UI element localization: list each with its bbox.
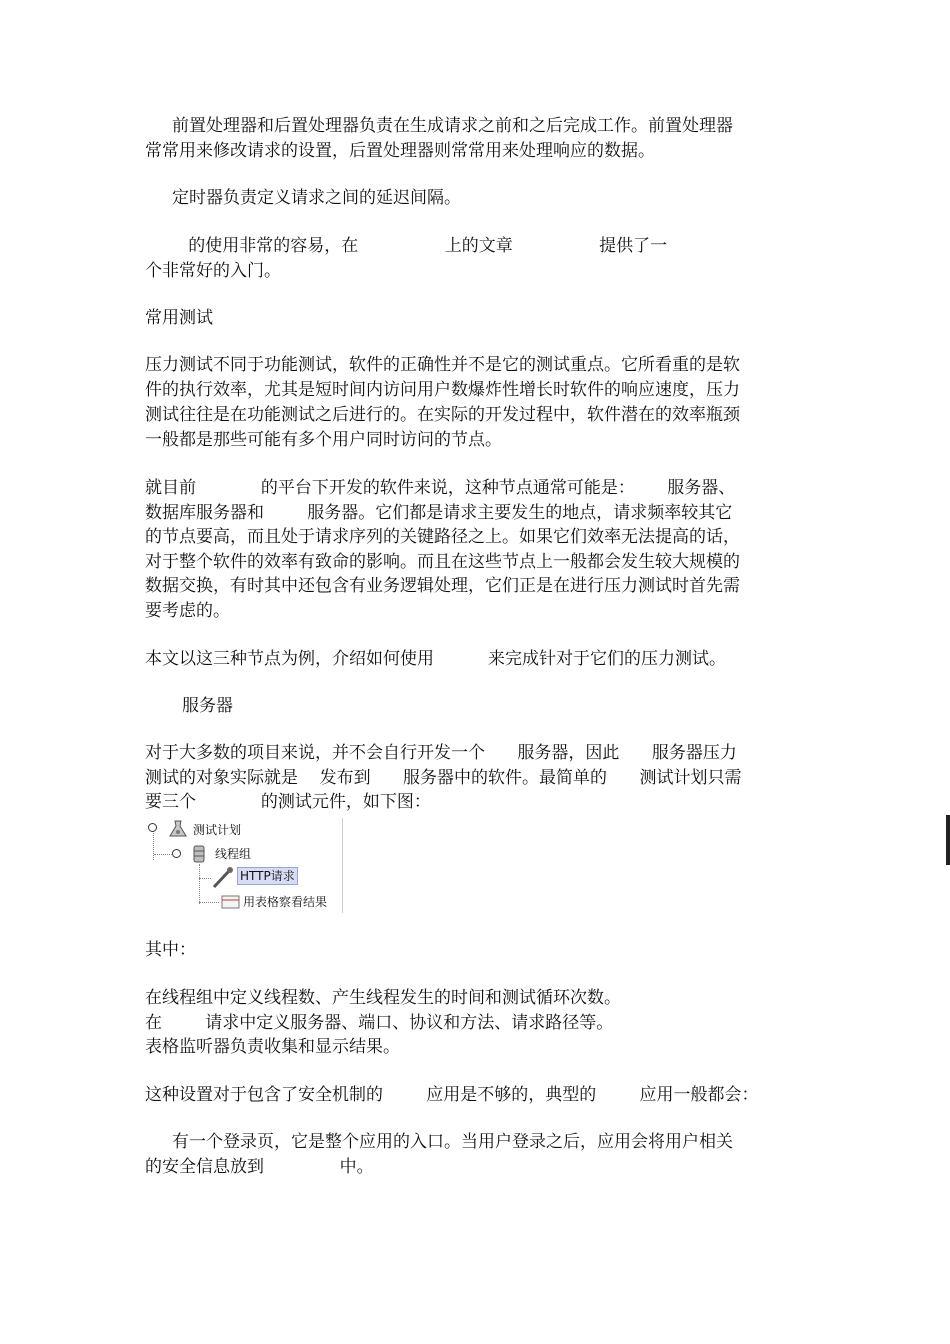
paragraph-text: 要考虑的。: [145, 601, 230, 621]
paragraph-text: 就目前 的平台下开发的软件来说，这种节点通常可能是： 服务器、: [145, 478, 736, 498]
paragraph-text: 要三个 的测试元件，如下图：: [145, 792, 431, 812]
paragraph-text: 其中：: [145, 940, 196, 960]
paragraph-text: 的节点要高，而且处于请求序列的关键路径之上。如果它们效率无法提高的话，: [145, 527, 740, 547]
paragraph-text: 测试的对象实际就是 发布到 服务器中的软件。最简单的 测试计划只需: [145, 768, 742, 788]
paragraph-text: 前置处理器和后置处理器负责在生成请求之前和之后完成工作。前置处理器: [172, 116, 733, 136]
paragraph-text: 在线程组中定义线程数、产生线程发生的时间和测试循环次数。: [145, 988, 621, 1008]
paragraph-text: 数据交换，有时其中还包含有业务逻辑处理，它们正是在进行压力测试时首先需: [145, 576, 740, 596]
paragraph-text: 常常用来修改请求的设置，后置处理器则常常用来处理响应的数据。: [145, 141, 655, 161]
paragraph-text: 测试往往是在功能测试之后进行的。在实际的开发过程中，软件潜在的效率瓶颈: [145, 405, 740, 425]
paragraph-text: 数据库服务器和 服务器。它们都是请求主要发生的地点，请求频率较其它: [145, 503, 733, 523]
paragraph-text: 一般都是那些可能有多个用户同时访问的节点。: [145, 430, 502, 450]
scroll-edge-marker: [946, 815, 950, 865]
paragraph-text: 定时器负责定义请求之间的延迟间隔。: [172, 188, 461, 208]
table-listener-icon: [221, 894, 241, 910]
paragraph-text: 件的执行效率，尤其是短时间内访问用户数爆炸性增长时软件的响应速度，压力: [145, 380, 740, 400]
tree-node-table-listener[interactable]: 用表格察看结果: [243, 895, 328, 909]
expand-pin-icon: [148, 823, 157, 832]
tree-node-test-plan[interactable]: 测试计划: [193, 823, 242, 837]
paragraph-text: 的使用非常的容易，在 上的文章 提供了一: [145, 236, 668, 256]
http-request-icon: [211, 866, 235, 890]
paragraph-text: 对于整个软件的效率有致命的影响。而且在这些节点上一般都会发生较大规模的: [145, 552, 740, 572]
thread-group-icon: [189, 844, 209, 864]
paragraph-text: 压力测试不同于功能测试，软件的正确性并不是它的测试重点。它所看重的是软: [145, 355, 740, 375]
test-plan-tree-image: [145, 818, 343, 913]
paragraph-text: 对于大多数的项目来说，并不会自行开发一个 服务器，因此 服务器压力: [145, 743, 737, 763]
paragraph-text: 本文以这三种节点为例，介绍如何使用 来完成针对于它们的压力测试。: [145, 649, 727, 669]
section-heading: 服务器: [182, 696, 233, 716]
paragraph-text: 在 请求中定义服务器、端口、协议和方法、请求路径等。: [145, 1013, 614, 1033]
tree-node-thread-group[interactable]: 线程组: [215, 847, 252, 861]
paragraph-text: 表格监听器负责收集和显示结果。: [145, 1037, 400, 1057]
test-plan-icon: [167, 820, 189, 838]
tree-node-http-request[interactable]: HTTP请求: [237, 867, 298, 885]
paragraph-text: 的安全信息放到 中。: [145, 1157, 374, 1177]
paragraph-text: 这种设置对于包含了安全机制的 应用是不够的，典型的 应用一般都会：: [145, 1085, 759, 1105]
section-heading: 常用测试: [145, 308, 213, 328]
paragraph-text: 有一个登录页，它是整个应用的入口。当用户登录之后，应用会将用户相关: [172, 1132, 733, 1152]
paragraph-text: 个非常好的入门。: [145, 261, 281, 281]
expand-pin-icon: [172, 849, 181, 858]
